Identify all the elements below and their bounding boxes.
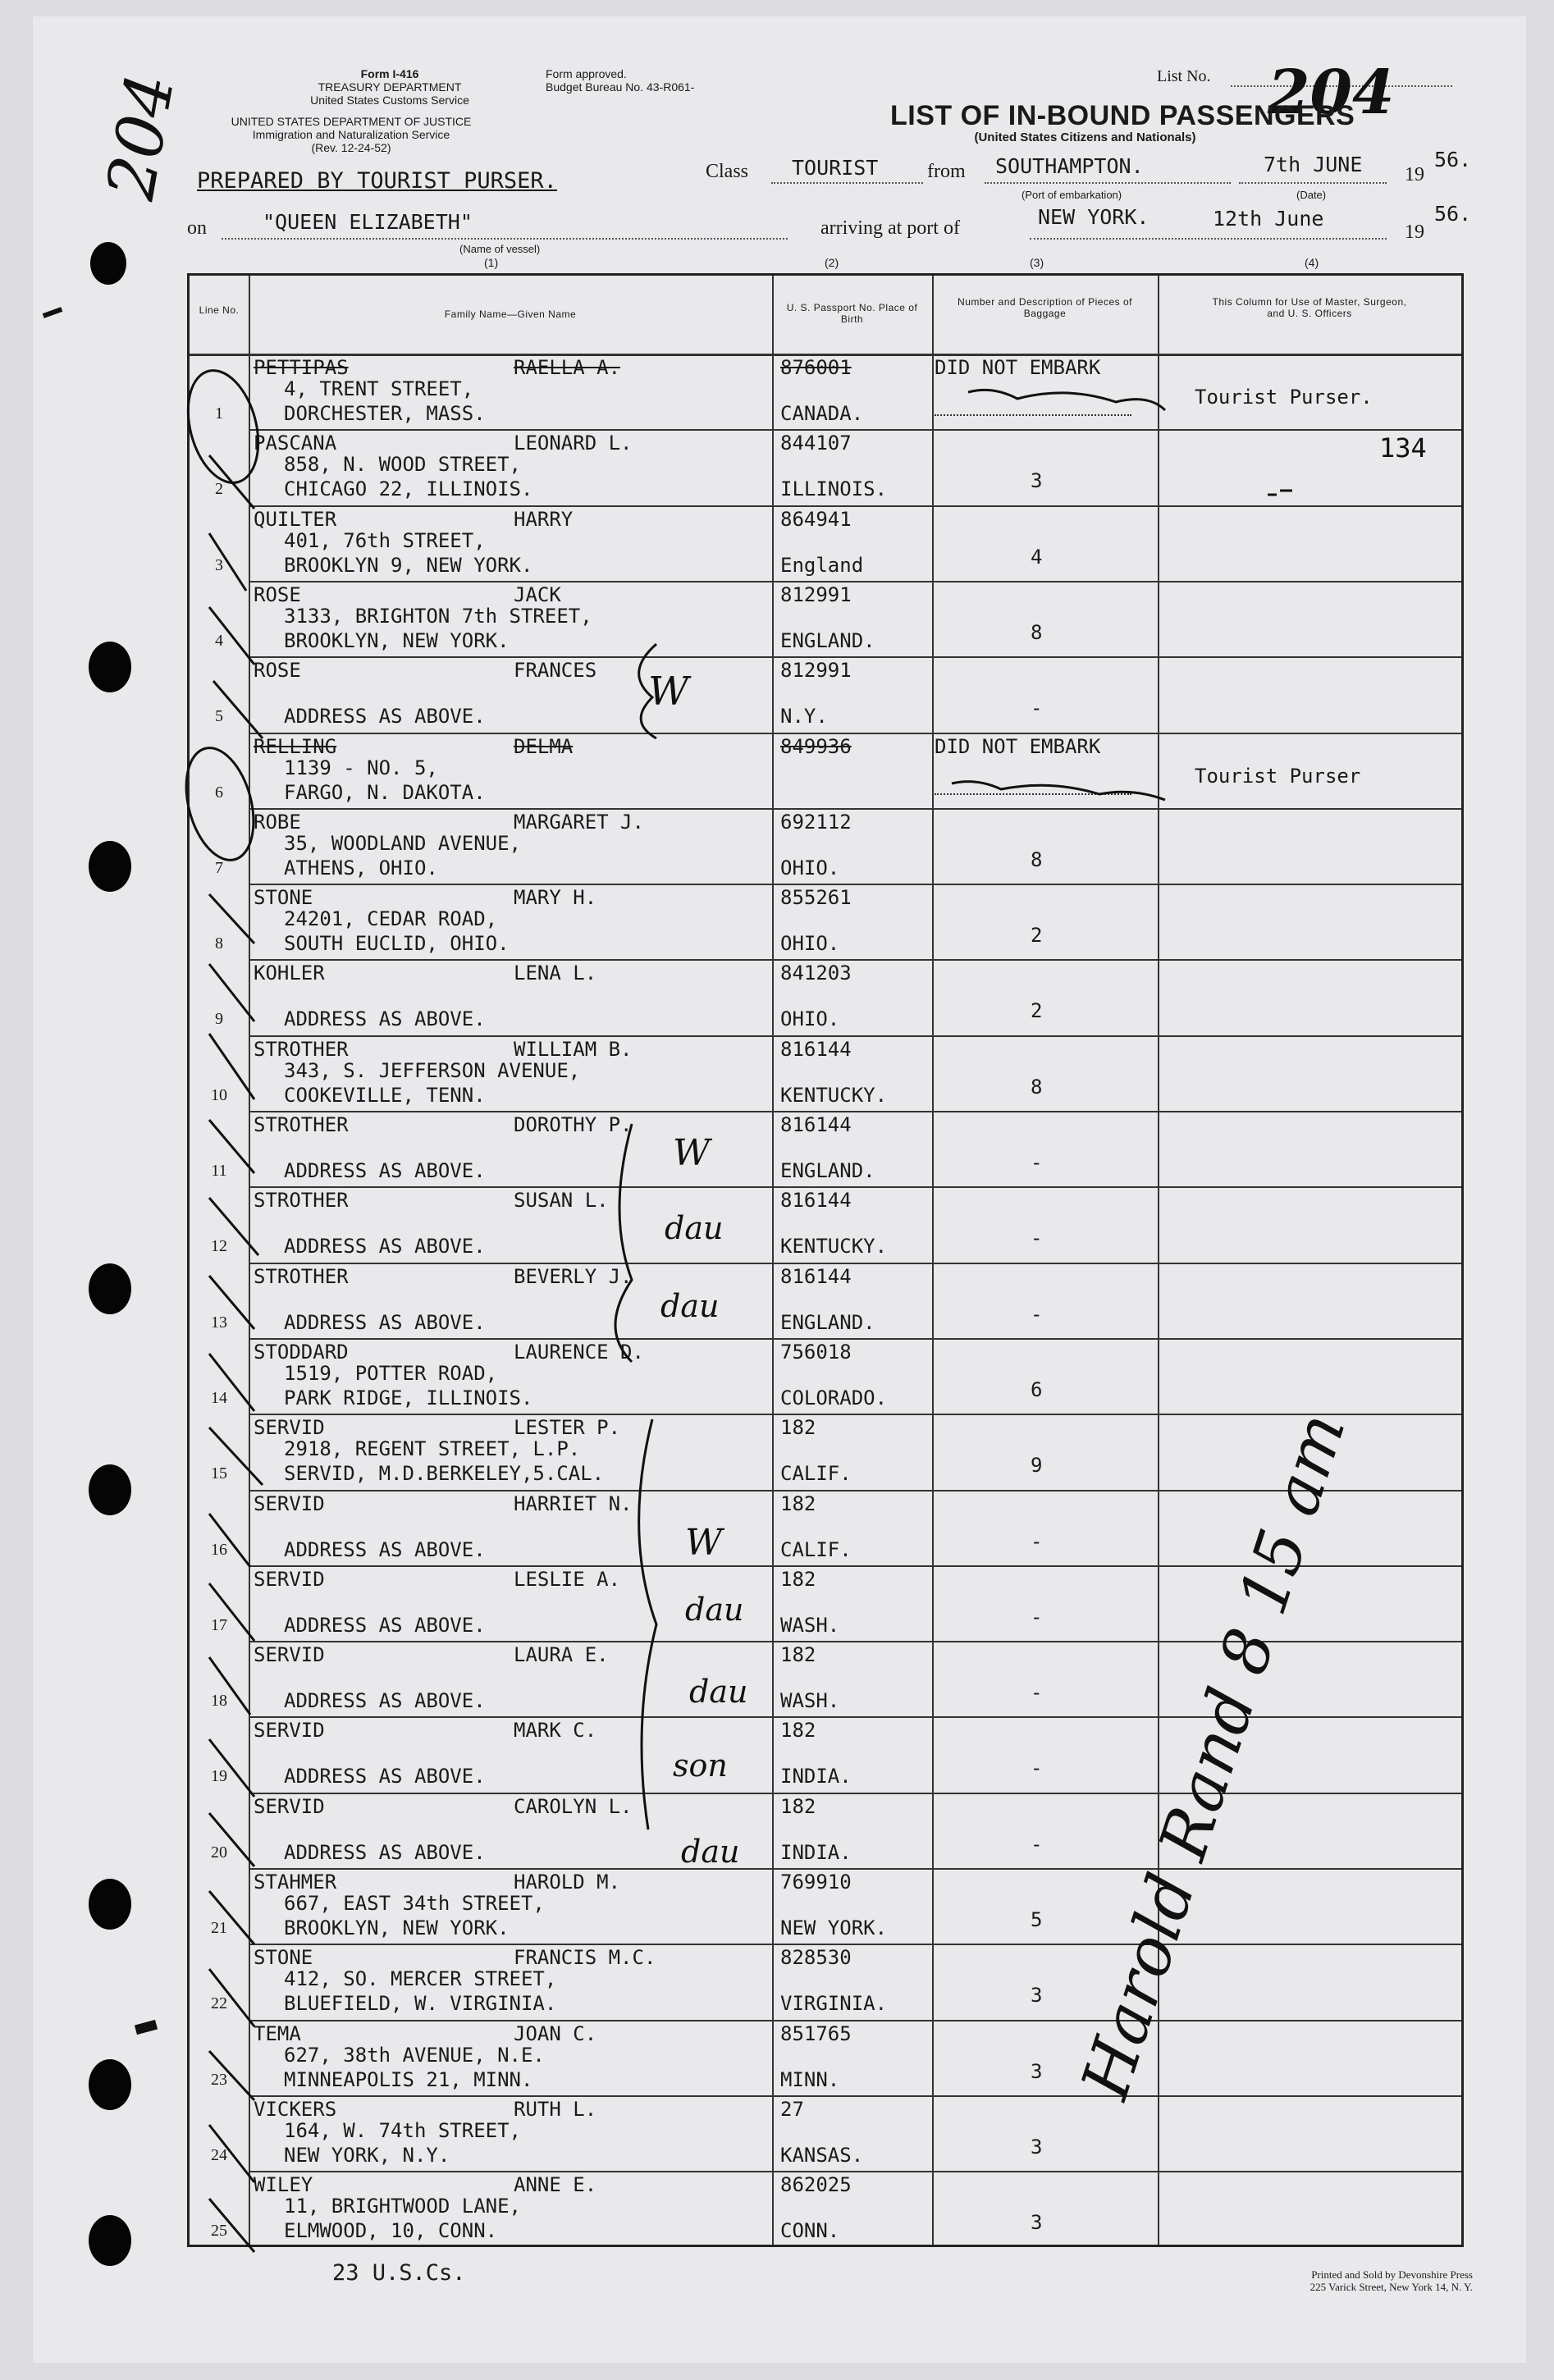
family-name: ROSE [254, 582, 301, 606]
family-name: STROTHER [254, 1189, 349, 1213]
place-of-birth: ENGLAND. [780, 628, 875, 652]
arrival-port: NEW YORK. [1038, 205, 1150, 229]
passport-number: 812991 [780, 659, 852, 683]
baggage-count: 3 [1031, 2059, 1043, 2083]
passport-number: 182 [780, 1719, 816, 1743]
line-number: 18 [211, 1692, 227, 1711]
line-number: 20 [211, 1843, 227, 1862]
place-of-birth: OHIO. [780, 1007, 840, 1031]
line-number: 15 [211, 1464, 227, 1483]
passport-number: 182 [780, 1794, 816, 1818]
passport-number: 182 [780, 1643, 816, 1667]
baggage-count: 5 [1031, 1908, 1043, 1931]
place-of-birth: KENTUCKY. [780, 1235, 888, 1259]
relation-note: W [685, 1522, 723, 1564]
family-name: STROTHER [254, 1037, 349, 1061]
passport-number: 876001 [780, 356, 852, 379]
relation-note: dau [685, 1592, 744, 1628]
ins-label: Immigration and Naturalization Service [252, 128, 450, 141]
relation-note: dau [681, 1834, 740, 1870]
baggage-count: 3 [1031, 2135, 1043, 2158]
officer-note: 134 [1379, 432, 1427, 464]
family-name: STODDARD [254, 1340, 349, 1364]
line-number: 12 [211, 1237, 227, 1256]
baggage-count: - [1031, 1756, 1043, 1780]
given-name: LESLIE A. [514, 1567, 621, 1591]
passport-number: 816144 [780, 1189, 852, 1213]
passport-number: 855261 [780, 886, 852, 910]
vessel-caption: (Name of vessel) [459, 243, 541, 255]
place-of-birth: ILLINOIS. [780, 477, 888, 501]
given-name: LESTER P. [514, 1416, 621, 1440]
col-num-1: (1) [484, 256, 499, 269]
relation-note: W [648, 669, 689, 715]
place-of-birth: CONN. [780, 2219, 840, 2243]
baggage-count: 3 [1031, 1984, 1043, 2008]
baggage-count: 3 [1031, 2211, 1043, 2235]
approved-label: Form approved. [546, 67, 627, 80]
passport-number: 844107 [780, 432, 852, 455]
address-line-2: MINNEAPOLIS 21, MINN. [284, 2067, 533, 2091]
line-number: 21 [211, 1919, 227, 1937]
passport-number: 182 [780, 1491, 816, 1515]
address-line-2: DORCHESTER, MASS. [284, 402, 486, 425]
year-prefix: 19 [1405, 164, 1424, 185]
address-line-1: 627, 38th AVENUE, N.E. [284, 2043, 545, 2067]
page-title: LIST OF IN-BOUND PASSENGERS [890, 100, 1355, 131]
date-caption: (Date) [1296, 189, 1327, 201]
rev-label: (Rev. 12-24-52) [311, 141, 391, 154]
embark-date: 7th JUNE [1264, 153, 1363, 176]
place-of-birth: England [780, 553, 864, 577]
family-name: SERVID [254, 1491, 325, 1515]
baggage-count: - [1031, 1151, 1043, 1174]
address-line-2: BLUEFIELD, W. VIRGINIA. [284, 1992, 557, 2016]
justice-label: UNITED STATES DEPARTMENT OF JUSTICE [231, 115, 472, 128]
place-of-birth: CALIF. [780, 1462, 852, 1486]
relation-note: W [673, 1132, 711, 1174]
relation-note: dau [665, 1210, 724, 1246]
col-header-line-no: Line No. [199, 304, 240, 316]
place-of-birth: CALIF. [780, 1537, 852, 1561]
address-line-2: ATHENS, OHIO. [284, 856, 438, 879]
line-number: 13 [211, 1313, 227, 1332]
address-line-1: 35, WOODLAND AVENUE, [284, 831, 521, 855]
address-line-2: NEW YORK, N.Y. [284, 2143, 450, 2167]
col-header-name: Family Name—Given Name [444, 308, 577, 320]
given-name: HARRIET N. [514, 1491, 633, 1515]
given-name: LEONARD L. [514, 432, 633, 455]
place-of-birth: VIRGINIA. [780, 1992, 888, 2016]
given-name: RUTH L. [514, 2097, 597, 2121]
arrival-date: 12th June [1213, 207, 1324, 231]
family-name: WILEY [254, 2173, 313, 2197]
address-line-2: COOKEVILLE, TENN. [284, 1083, 486, 1107]
family-name: SERVID [254, 1416, 325, 1440]
relation-note: dau [660, 1288, 720, 1324]
family-name: SERVID [254, 1719, 325, 1743]
officer-note: Tourist Purser [1195, 764, 1361, 788]
given-name: MARGARET J. [514, 810, 644, 834]
arriving-label: arriving at port of [820, 217, 960, 239]
line-number: 6 [215, 783, 223, 802]
line-number: 8 [215, 934, 223, 953]
place-of-birth: COLORADO. [780, 1386, 888, 1409]
address-line-1: 343, S. JEFFERSON AVENUE, [284, 1058, 581, 1082]
col-header-baggage: Number and Description of Pieces of Baggage [958, 296, 1132, 319]
place-of-birth: OHIO. [780, 932, 840, 956]
list-no-value: 204 [1268, 57, 1395, 128]
family-name: STONE [254, 1946, 313, 1970]
line-number: 2 [215, 480, 223, 499]
port-caption: (Port of embarkation) [1022, 189, 1122, 201]
baggage-count: 8 [1031, 1075, 1043, 1099]
embark-port: SOUTHAMPTON. [995, 154, 1144, 178]
passport-number: 812991 [780, 582, 852, 606]
address-line-2: ADDRESS AS ABOVE. [284, 1537, 486, 1561]
given-name: HAROLD M. [514, 1871, 621, 1893]
bracket-mark [639, 1419, 656, 1830]
given-name: CAROLYN L. [514, 1794, 633, 1818]
passport-number: 27 [780, 2097, 804, 2121]
address-line-2: ELMWOOD, 10, CONN. [284, 2219, 498, 2243]
prepared-by: PREPARED BY TOURIST PURSER. [197, 168, 557, 194]
baggage-count: - [1031, 1227, 1043, 1250]
address-line-1: 164, W. 74th STREET, [284, 2118, 521, 2142]
passport-number: 851765 [780, 2021, 852, 2045]
family-name: SERVID [254, 1794, 325, 1818]
embark-note: DID NOT EMBARK [935, 734, 1101, 758]
address-line-2: BROOKLYN, NEW YORK. [284, 628, 510, 652]
line-number: 19 [211, 1767, 227, 1786]
place-of-birth: CANADA. [780, 402, 864, 425]
from-label: from [927, 161, 966, 182]
line-number: 10 [211, 1085, 227, 1104]
baggage-count: 2 [1031, 924, 1043, 948]
tick-marks [209, 455, 263, 2252]
baggage-count: - [1031, 1605, 1043, 1629]
printer-line-2: 225 Varick Street, New York 14, N. Y. [1309, 2281, 1473, 2293]
baggage-count: 6 [1031, 1377, 1043, 1401]
address-line-2: ADDRESS AS ABOVE. [284, 1840, 486, 1864]
address-line-1: 858, N. WOOD STREET, [284, 453, 521, 477]
line-number: 9 [215, 1010, 223, 1029]
line-number: 23 [211, 2070, 227, 2089]
place-of-birth: MINN. [780, 2067, 840, 2091]
address-line-1: 667, EAST 34th STREET, [284, 1892, 545, 1915]
embark-note: DID NOT EMBARK [935, 356, 1101, 379]
officer-note: Tourist Purser. [1195, 386, 1373, 409]
passport-number: 864941 [780, 507, 852, 531]
family-name: RELLING [254, 734, 337, 758]
baggage-count: 3 [1031, 469, 1043, 493]
col-num-4: (4) [1305, 256, 1319, 269]
printer-credit [1149, 2268, 1473, 2293]
address-line-2: SERVID, M.D.BERKELEY,5.CAL. [284, 1462, 605, 1486]
family-name: STAHMER [254, 1871, 337, 1893]
family-name: STROTHER [254, 1264, 349, 1288]
address-line-2: PARK RIDGE, ILLINOIS. [284, 1386, 533, 1409]
line-number: 3 [215, 555, 223, 574]
address-line-1: 11, BRIGHTWOOD LANE, [284, 2195, 521, 2218]
line-number: 11 [211, 1162, 227, 1180]
line-number: 17 [211, 1615, 227, 1634]
address-line-1: 412, SO. MERCER STREET, [284, 1967, 557, 1991]
form-number: Form I-416 [360, 67, 419, 80]
address-line-2: ADDRESS AS ABOVE. [284, 1765, 486, 1788]
passport-number: 182 [780, 1567, 816, 1591]
line-number: 24 [211, 2145, 227, 2164]
family-name: SERVID [254, 1567, 325, 1591]
given-name: MARK C. [514, 1719, 597, 1743]
family-name: QUILTER [254, 507, 337, 531]
given-name: JOAN C. [514, 2021, 597, 2045]
initials-mark [968, 390, 1165, 410]
baggage-count: - [1031, 1832, 1043, 1856]
place-of-birth: OHIO. [780, 856, 840, 879]
family-name: PETTIPAS [254, 356, 349, 379]
given-name: FRANCES [514, 659, 597, 683]
address-line-2: ADDRESS AS ABOVE. [284, 1235, 486, 1259]
address-line-1: 401, 76th STREET, [284, 528, 486, 552]
line-number: 22 [211, 1994, 227, 2013]
place-of-birth: INDIA. [780, 1765, 852, 1788]
passport-number: 841203 [780, 962, 852, 985]
given-name: HARRY [514, 507, 574, 531]
family-name: KOHLER [254, 962, 325, 985]
address-line-2: CHICAGO 22, ILLINOIS. [284, 477, 533, 501]
passport-number: 692112 [780, 810, 852, 834]
place-of-birth: ENGLAND. [780, 1159, 875, 1182]
passport-number: 182 [780, 1416, 816, 1440]
address-line-1: 2918, REGENT STREET, L.P. [284, 1437, 581, 1461]
family-name: TEMA [254, 2021, 301, 2045]
address-line-2: ADDRESS AS ABOVE. [284, 1613, 486, 1637]
given-name: LAURA E. [514, 1643, 609, 1667]
place-of-birth: WASH. [780, 1689, 840, 1713]
place-of-birth: KANSAS. [780, 2143, 864, 2167]
address-line-1: 3133, BRIGHTON 7th STREET, [284, 604, 592, 628]
line-number: 5 [215, 707, 223, 726]
place-of-birth: INDIA. [780, 1840, 852, 1864]
year-prefix-2: 19 [1405, 222, 1424, 243]
col-num-3: (3) [1030, 256, 1044, 269]
address-line-2: ADDRESS AS ABOVE. [284, 705, 486, 729]
col-header-officers: This Column for Use of Master, Surgeon, and U. S. Officers [1212, 296, 1407, 319]
baggage-count: - [1031, 1529, 1043, 1553]
given-name: DOROTHY P. [514, 1113, 633, 1136]
address-line-2: ADDRESS AS ABOVE. [284, 1310, 486, 1334]
line-number: 4 [215, 631, 223, 650]
family-name: STONE [254, 886, 313, 910]
class-label: Class [706, 161, 749, 182]
arrival-year: 56. [1434, 202, 1472, 226]
given-name: WILLIAM B. [514, 1037, 633, 1061]
given-name: LENA L. [514, 962, 597, 985]
relation-note: son [673, 1747, 728, 1784]
passport-number: 769910 [780, 1871, 852, 1893]
on-label: on [187, 217, 207, 239]
initials-mark [952, 782, 1165, 800]
line-number: 16 [211, 1540, 227, 1559]
circle-mark [175, 741, 265, 868]
line-number: 1 [215, 404, 223, 423]
official-signature: Harold Rand 8 15 am [1067, 1404, 1360, 2108]
given-name: MARY H. [514, 886, 597, 910]
place-of-birth: WASH. [780, 1613, 840, 1637]
given-name: FRANCIS M.C. [514, 1946, 656, 1970]
treasury-label: TREASURY DEPARTMENT [318, 80, 462, 94]
passport-number: 816144 [780, 1264, 852, 1288]
given-name: BEVERLY J. [514, 1264, 633, 1288]
family-name: STROTHER [254, 1113, 349, 1136]
address-line-2: BROOKLYN 9, NEW YORK. [284, 553, 533, 577]
place-of-birth: KENTUCKY. [780, 1083, 888, 1107]
passport-number: 756018 [780, 1340, 852, 1364]
given-name: JACK [514, 582, 561, 606]
family-name: VICKERS [254, 2097, 337, 2121]
baggage-count: - [1031, 697, 1043, 720]
tick-marks [1268, 491, 1292, 495]
place-of-birth: NEW YORK. [780, 1916, 888, 1939]
given-name: LAURENCE D. [514, 1340, 644, 1364]
address-line-2: ADDRESS AS ABOVE. [284, 1007, 486, 1031]
citizen-count: 23 U.S.Cs. [332, 2260, 466, 2286]
line-number: 7 [215, 858, 223, 877]
class-value: TOURIST [792, 156, 879, 180]
customs-label: United States Customs Service [310, 94, 469, 107]
address-line-2: FARGO, N. DAKOTA. [284, 780, 486, 804]
col-header-passport: U. S. Passport No. Place of Birth [786, 302, 918, 325]
address-line-2: BROOKLYN, NEW YORK. [284, 1916, 510, 1939]
relation-note: dau [689, 1674, 748, 1710]
family-name: ROBE [254, 810, 301, 834]
address-line-2: SOUTH EUCLID, OHIO. [284, 932, 510, 956]
baggage-count: 8 [1031, 620, 1043, 644]
address-line-2: ADDRESS AS ABOVE. [284, 1159, 486, 1182]
address-line-1: 24201, CEDAR ROAD, [284, 907, 498, 931]
margin-note: 204 [92, 68, 190, 205]
given-name: ANNE E. [514, 2173, 597, 2197]
vessel-name: "QUEEN ELIZABETH" [263, 210, 473, 234]
col-num-2: (2) [825, 256, 839, 269]
address-line-2: ADDRESS AS ABOVE. [284, 1689, 486, 1713]
given-name: DELMA [514, 734, 574, 758]
address-line-1: 1519, POTTER ROAD, [284, 1361, 498, 1385]
passport-number: 828530 [780, 1946, 852, 1970]
given-name: SUSAN L. [514, 1189, 609, 1213]
printer-line-1: Printed and Sold by Devonshire Press [1311, 2268, 1473, 2281]
page-subtitle: (United States Citizens and Nationals) [974, 130, 1196, 144]
passport-number: 816144 [780, 1113, 852, 1136]
baggage-count: - [1031, 1302, 1043, 1326]
budget-label: Budget Bureau No. 43-R061- [546, 80, 695, 94]
place-of-birth: ENGLAND. [780, 1310, 875, 1334]
baggage-count: 9 [1031, 1454, 1043, 1478]
baggage-count: 2 [1031, 999, 1043, 1023]
baggage-count: - [1031, 1681, 1043, 1705]
passport-number: 816144 [780, 1037, 852, 1061]
passport-number: 849936 [780, 734, 852, 758]
passport-number: 862025 [780, 2173, 852, 2197]
family-name: SERVID [254, 1643, 325, 1667]
family-name: ROSE [254, 659, 301, 683]
line-number: 14 [211, 1388, 227, 1407]
baggage-count: 4 [1031, 545, 1043, 569]
embark-year: 56. [1434, 148, 1472, 171]
bracket-mark [615, 1124, 632, 1362]
address-line-1: 4, TRENT STREET, [284, 377, 474, 400]
bracket-mark [639, 644, 656, 738]
list-no-label: List No. [1157, 67, 1211, 85]
place-of-birth: N.Y. [780, 705, 828, 729]
baggage-count: 8 [1031, 847, 1043, 871]
line-number: 25 [211, 2222, 227, 2241]
family-name: PASCANA [254, 432, 337, 455]
address-line-1: 1139 - NO. 5, [284, 756, 438, 779]
given-name: RAELLA A. [514, 356, 621, 379]
